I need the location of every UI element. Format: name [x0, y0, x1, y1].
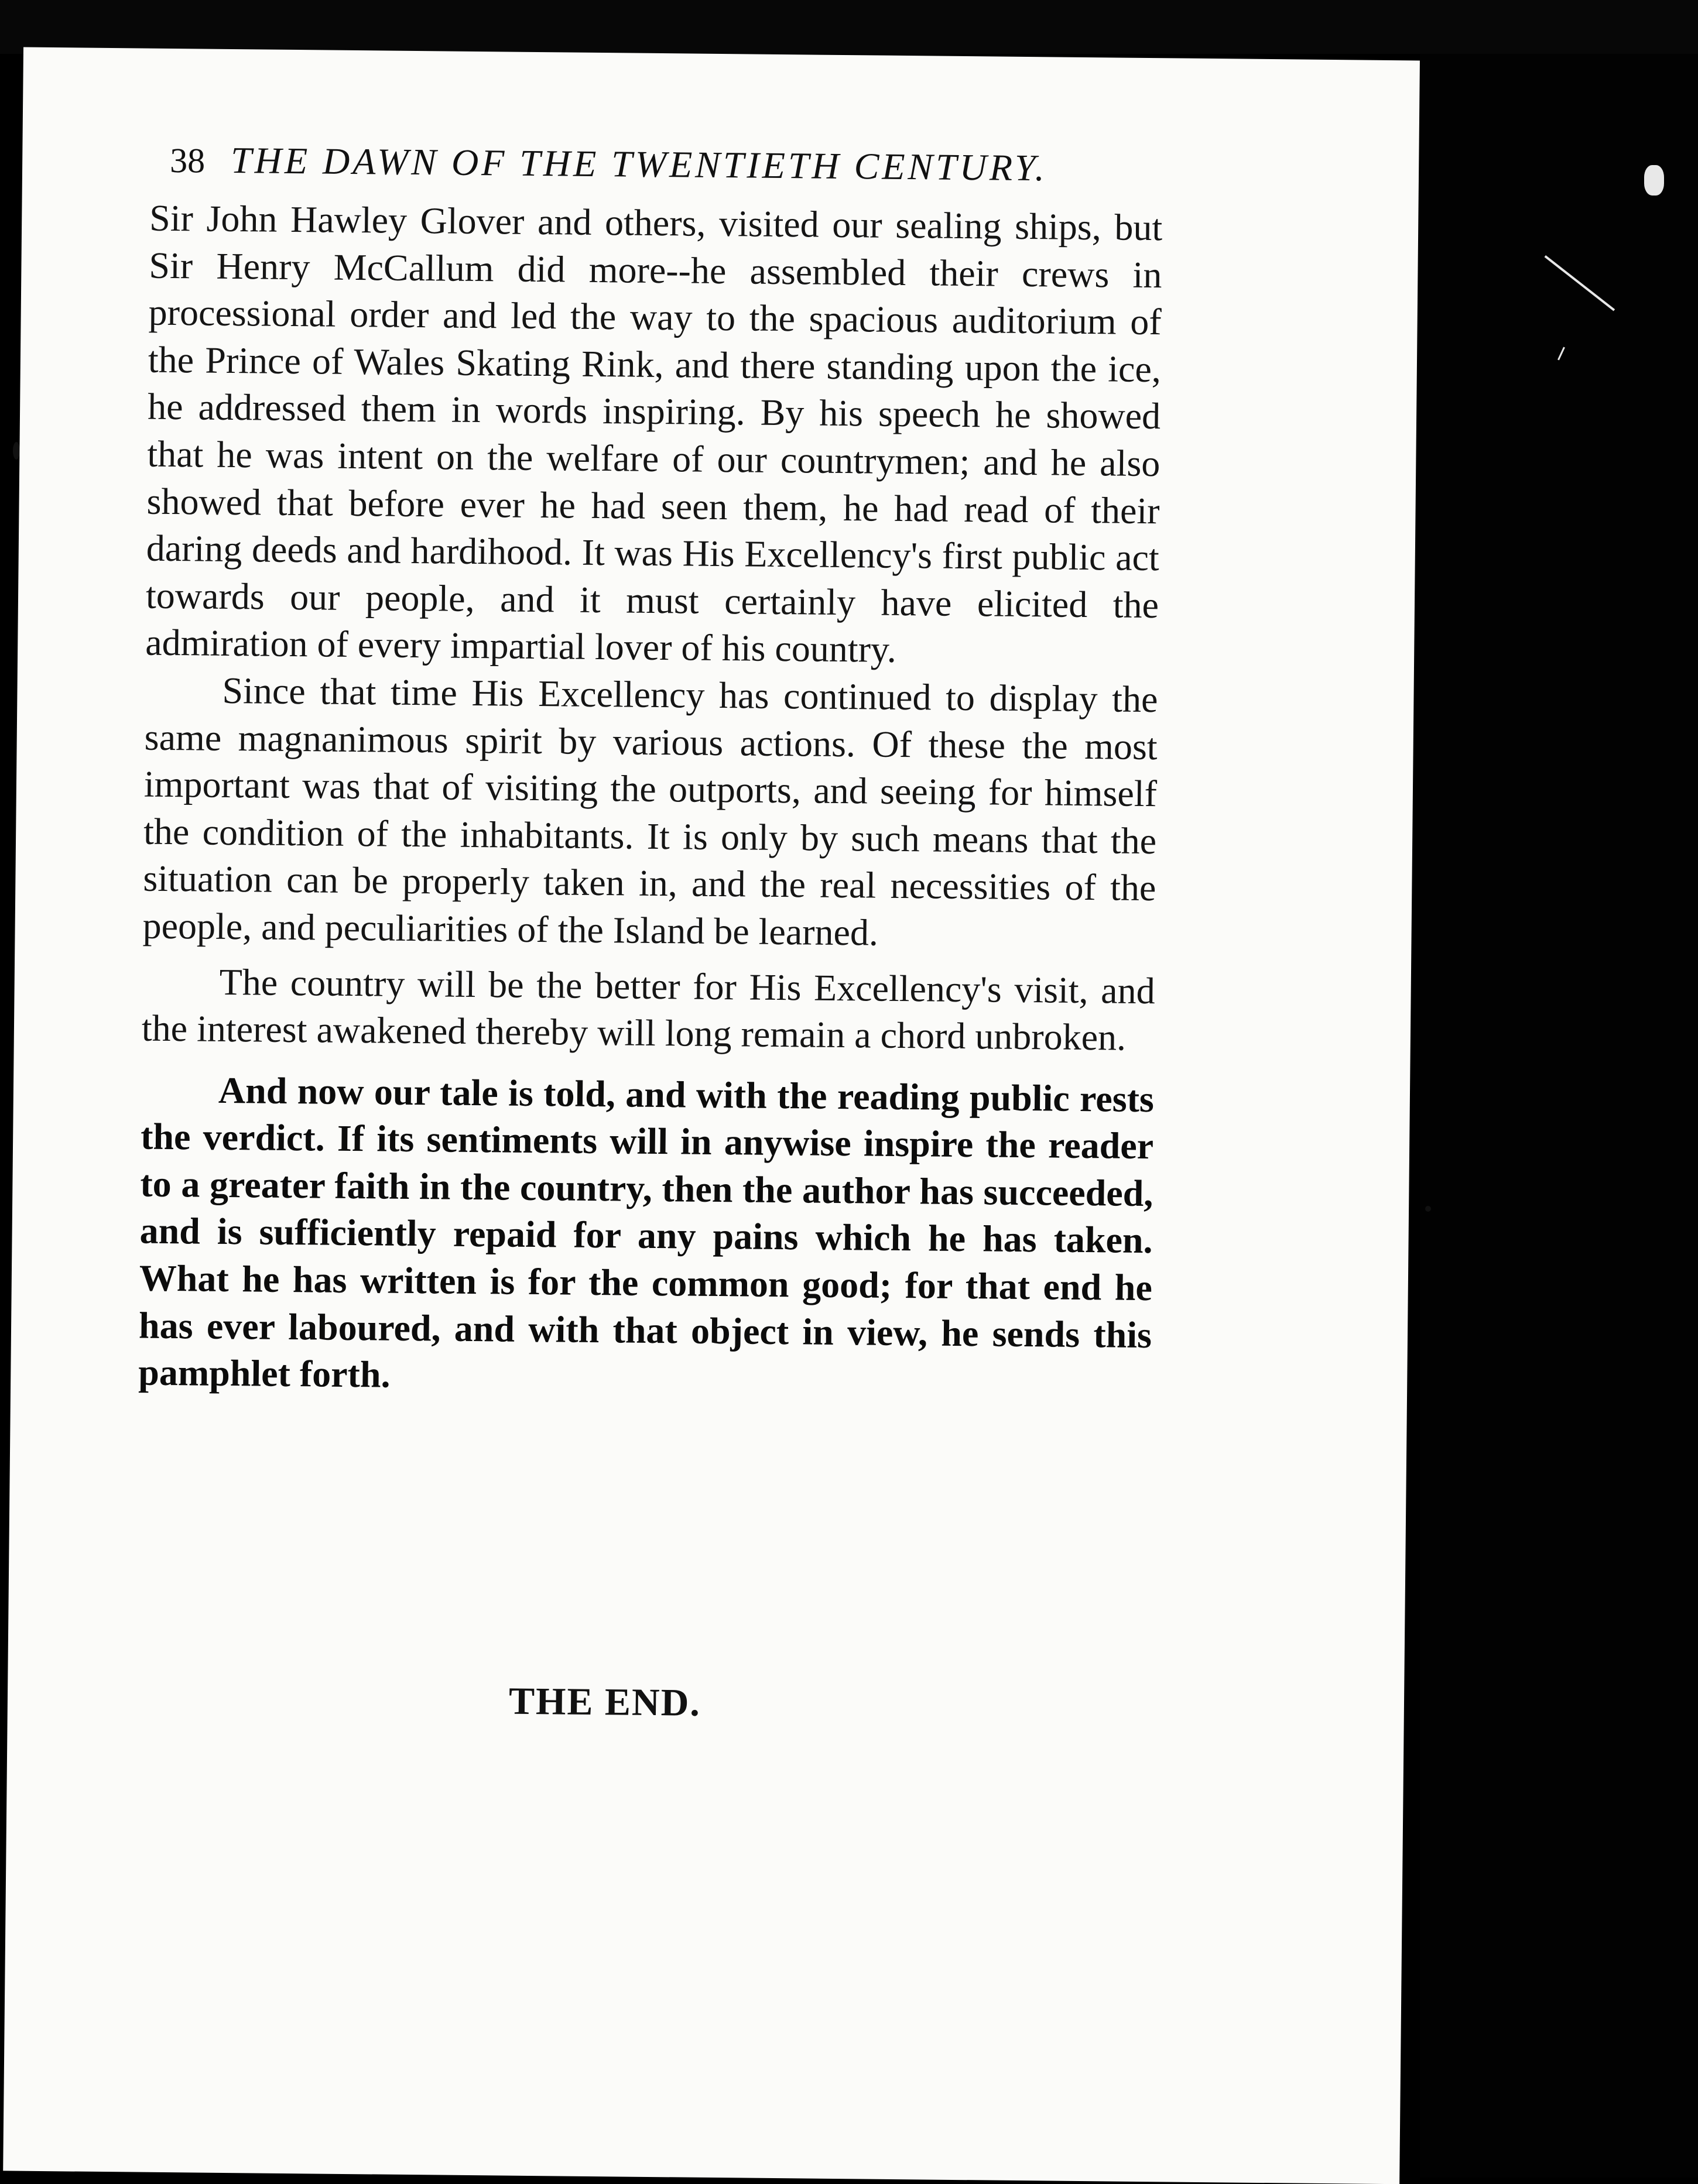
the-end-heading: THE END. [508, 1679, 701, 1724]
scan-speck [1425, 1206, 1431, 1212]
running-head: THE DAWN OF THE TWENTIETH CENTURY. [230, 139, 1047, 189]
book-page [3, 47, 1420, 2184]
paragraph-1: Sir John Hawley Glover and others, visited our sealing ships, but Sir Henry McCallum did more--he assembled their crews in processional order and led the way to the spacious auditorium of the Prince of Wales Skating Rink, and there standing upon the ice, he addressed them in words inspiring. By his speech he showed that he was intent on the welfare of our countrymen; and he also showed that before ever he had seen them, he had read of their daring deeds and hardihood. It was His Excellency's first public act towards our people, and it must certainly have elicited the admiration of every impartial lover of his country. [145, 197, 1163, 671]
paragraph-3: The country will be the better for His Excellency's visit, and the interest awakened thereby will long remain a chord unbroken. [141, 961, 1156, 1058]
page-number: 38 [169, 140, 206, 180]
paragraph-4: And now our tale is told, and with the reading public rests the verdict. If its sentiments will in anywise inspire the reader to a greater faith in the country, then the author has succeeded, and is sufficiently repaid for any pains which he has taken. What he has written is for the common good; for that end he has ever laboured, and with that object in view, he sends this pamphlet forth. [138, 1069, 1155, 1396]
scan-right-border [1420, 54, 1698, 2178]
scan-speck [1644, 165, 1664, 196]
scan-speck [13, 442, 20, 460]
paragraph-2: Since that time His Excellency has continued to display the same magnanimous spirit by various actions. Of these the most important was that of visiting the outports, and seeing for himself the condition of the inhabitants. It is only by such means that the situation can be properly taken in, and the real necessities of the people, and peculiarities of the Island be learned. [142, 669, 1158, 954]
page-header [170, 136, 1131, 193]
body-text [138, 195, 1163, 1406]
scan-top-border [0, 0, 1698, 54]
